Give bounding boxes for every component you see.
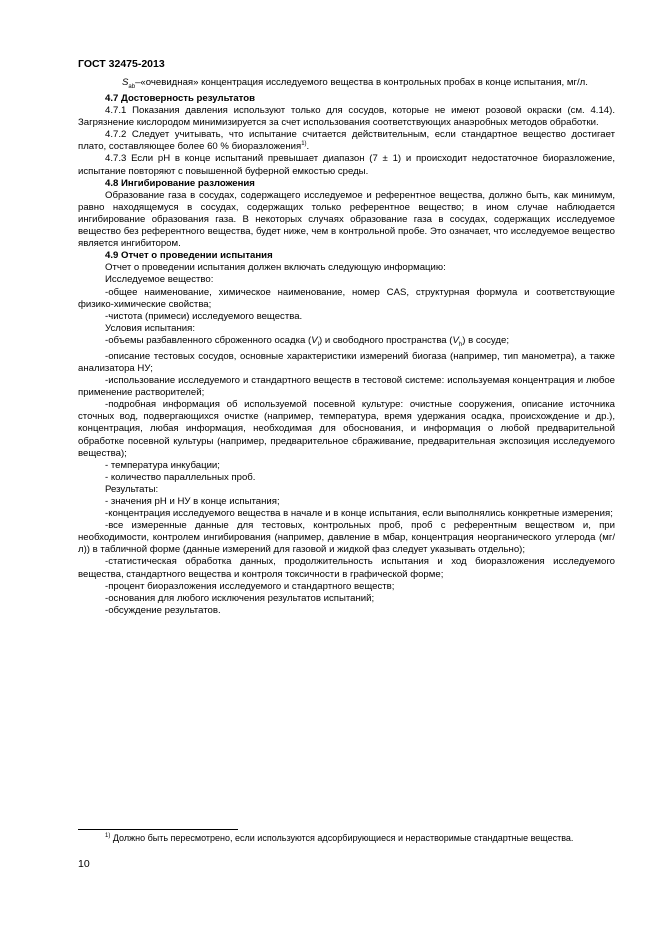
list-item: -использование исследуемого и стандартного веществ в тестовой системе: используемая концентрация и любое применение растворителей; [78,375,615,399]
list-item: -статистическая обработка данных, продолжительность испытания и ход биоразложения исследуемого вещества, стандартного вещества и контроля токсичности в графической форме; [78,556,615,580]
results-label: Результаты: [105,483,159,495]
list-item: -процент биоразложения исследуемого и стандартного веществ; [105,580,395,592]
cond1-var-v2: V [452,334,459,346]
page-body [78,58,615,617]
footnote [78,833,615,845]
page-number: 10 [78,858,90,870]
list-item: -описание тестовых сосудов, основные характеристики измерений биогаза (например, тип манометра), а также анализатора НУ; [78,350,615,374]
variable-subscript: ab [128,83,136,90]
para-4-7-1: 4.7.1 Показания давления используют только для сосудов, которые не имеют розовой окраски (см. 4.14). Загрязнение кислородом минимизируется за счет использования соответствующих анаэробных методов обработки. [78,105,615,129]
heading-4-9: 4.9 Отчет о проведении испытания [105,250,273,262]
list-item: - значения pH и НУ в конце испытания; [105,496,280,507]
footnote-divider [78,829,238,830]
footnote-text [78,833,615,845]
list-item: - количество параллельных проб. [105,471,256,483]
variable-definition [78,77,615,93]
list-item: -подробная информация об используемой посевной культуре: очистные сооружения, описание источника сточных вод, подвергающихся очистке (например, температура, время удержания осадка, происхождение и др.), концентрация, любая информация, необходимая для обоснования, и информация о любой предварительной обработке посевной культуры (например, предварительное сбраживание, предварительная экспозиция исследуемого вещества); [78,399,615,459]
heading-4-8: 4.8 Ингибирование разложения [105,177,255,189]
para-4-7-2-text: 4.7.2 Следует учитывать, что испытание считается действительным, если стандартное вещество достигает плато, составляющее более 60 % биоразложения [78,129,615,153]
cond1-var-v: V [311,334,318,346]
cond1-var-sub: l [317,341,319,348]
list-item [78,335,615,351]
heading-4-7: 4.7 Достоверность результатов [105,93,255,104]
substance-label: Исследуемое вещество: [105,274,214,286]
list-item: - температура инкубации; [105,459,220,471]
cond1-part-a: -объемы разбавленного сброженного осадка ( [105,334,312,346]
para-4-7-2 [78,129,615,153]
cond1-part-c: ) в сосуде; [462,334,510,346]
footnote-ref: 1) [301,141,307,148]
para-4-7-3: 4.7.3 Если pH в конце испытаний превышает диапазон (7 ± 1) и происходит недостаточное биоразложение, испытание повторяют с повышенной буферной емкостью среды. [78,153,615,177]
list-item: -обсуждение результатов. [105,604,221,616]
list-item: -основания для любого исключения результатов испытаний; [105,592,375,604]
conditions-label: Условия испытания: [105,322,195,334]
list-item: -концентрация исследуемого вещества в начале и в конце испытания, если выполнялись конкретные измерения; [105,508,613,520]
footnote-body: Должно быть пересмотрено, если используются адсорбирующиеся и нерастворимые стандартные вещества. [110,833,574,843]
document-id: ГОСТ 32475-2013 [78,58,165,70]
list-item: -все измеренные данные для тестовых, контрольных проб, проб с референтным веществом и, при необходимости, контролем ингибирования (например, давление в мбар, концентрация неорганического углерода (мг/л)) в табличной форме (данные измерений для газовой и жидкой фаз следует указывать отдельно); [78,520,615,556]
cond1-part-b: ) и свободного пространства ( [318,334,453,346]
para-4-8: Образование газа в сосудах, содержащего исследуемое и референтное вещества, должно быть, как минимум, равно находящемуся в сосудах, содержащих только референтное вещество; в ином случае наблюдается ингибирование образования газа. В некоторых случаях образование газа в сосудах, содержащих исследуемое вещество без референтного вещества, будет ниже, чем в контрольной пробе. Это означает, что исследуемое вещество является ингибитором. [78,189,615,250]
variable-symbol: S [122,77,129,88]
report-intro: Отчет о проведении испытания должен включать следующую информацию: [105,262,446,274]
para-4-7-2-end: . [306,141,310,153]
variable-text: –«очевидная» концентрация исследуемого вещества в контрольных пробах в конце испытания, мг/л. [135,77,588,88]
list-item: -общее наименование, химическое наименование, номер CAS, структурная формула и соответствующие физико-химические свойства; [78,286,615,310]
list-item: -чистота (примеси) исследуемого вещества. [105,310,303,322]
footnote-marker: 1) [105,833,111,839]
cond1-var-sub2: h [458,341,463,348]
